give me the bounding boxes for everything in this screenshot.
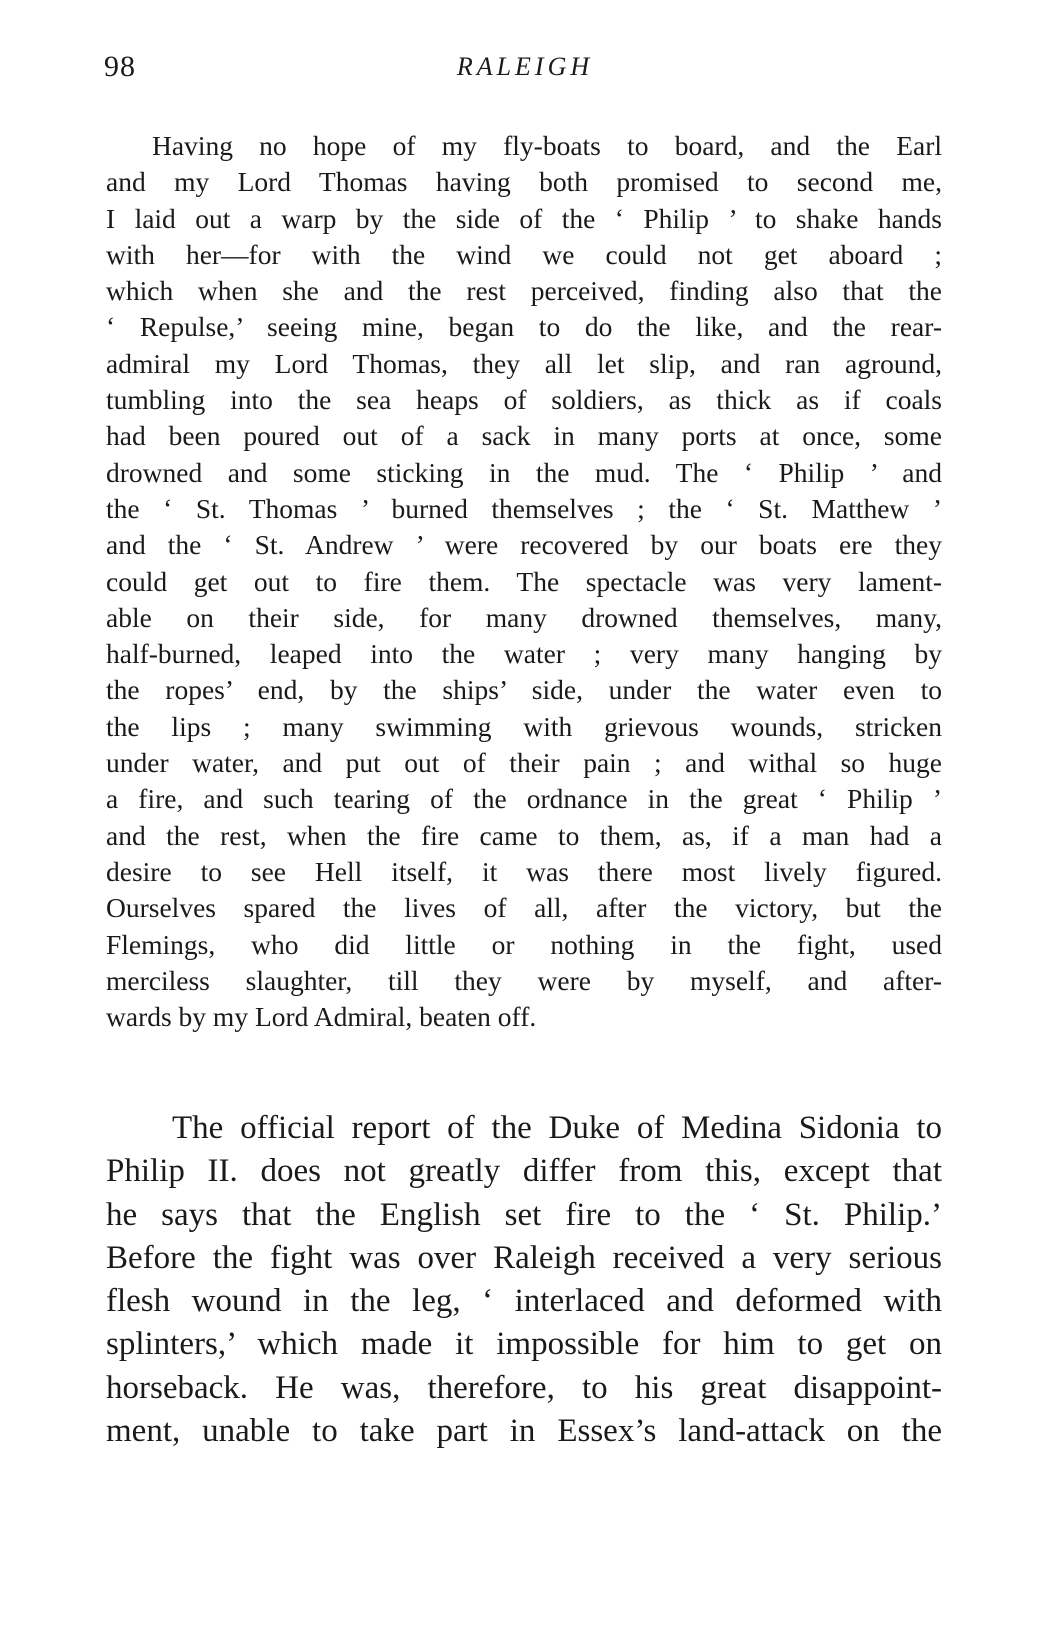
quote-line: a fire, and such tearing of the ordnance in the great ‘ Philip ’ — [106, 783, 942, 815]
quote-line: with her—for with the wind we could not get aboard ; — [106, 238, 942, 270]
quote-line: and the rest, when the fire came to them, as, if a man had a — [106, 819, 942, 851]
body-line: ment, unable to take part in Essex’s land-attack on the — [106, 1413, 942, 1450]
quote-line: under water, and put out of their pain ; and withal so huge — [106, 747, 942, 779]
quote-line: could get out to fire them. The spectacle was very lament- — [106, 565, 942, 597]
body-line: Before the fight was over Raleigh received a very serious — [106, 1239, 942, 1276]
body-line: splinters,’ which made it impossible for him to get on — [106, 1326, 942, 1363]
quote-line: desire to see Hell itself, it was there most lively figured. — [106, 855, 942, 887]
quote-line: Having no hope of my fly-boats to board, and the Earl — [152, 130, 942, 161]
page-number: 98 — [104, 50, 136, 83]
quote-line: and my Lord Thomas having both promised to second me, — [106, 166, 942, 198]
quote-line: admiral my Lord Thomas, they all let slip, and ran aground, — [106, 347, 942, 379]
quote-line: able on their side, for many drowned themselves, many, — [106, 601, 942, 633]
quote-line: the ropes’ end, by the ships’ side, under the water even to — [106, 674, 942, 706]
quote-line: which when she and the rest perceived, finding also that the — [106, 275, 942, 307]
quote-line: merciless slaughter, till they were by myself, and after- — [106, 964, 942, 996]
quote-line: the lips ; many swimming with grievous wounds, stricken — [106, 710, 942, 742]
running-title: RALEIGH — [456, 52, 594, 81]
body-line: flesh wound in the leg, ‘ interlaced and deformed with — [106, 1283, 942, 1320]
body-line: he says that the English set fire to the ‘ St. Philip.’ — [106, 1196, 942, 1233]
body-line: The official report of the Duke of Medina Sidonia to — [172, 1110, 942, 1146]
quote-line: I laid out a warp by the side of the ‘ Philip ’ to shake hands — [106, 202, 942, 234]
quote-line: ‘ Repulse,’ seeing mine, began to do the like, and the rear- — [106, 311, 942, 343]
quote-line: Ourselves spared the lives of all, after the victory, but the — [106, 892, 942, 924]
quote-line: tumbling into the sea heaps of soldiers, as thick as if coals — [106, 384, 942, 416]
quote-line: the ‘ St. Thomas ’ burned themselves ; the ‘ St. Matthew ’ — [106, 492, 942, 524]
body-line: horseback. He was, therefore, to his great disappoint- — [106, 1369, 942, 1406]
quote-line: drowned and some sticking in the mud. The ‘ Philip ’ and — [106, 456, 942, 488]
quote-line: and the ‘ St. Andrew ’ were recovered by our boats ere they — [106, 529, 942, 561]
quote-line: Flemings, who did little or nothing in the fight, used — [106, 928, 942, 960]
quoted-letter — [106, 128, 942, 1035]
body-paragraph — [106, 1107, 942, 1453]
quote-line: wards by my Lord Admiral, beaten off. — [106, 1001, 537, 1033]
quote-line: had been poured out of a sack in many ports at once, some — [106, 420, 942, 452]
quote-line: half-burned, leaped into the water ; very many hanging by — [106, 638, 942, 670]
body-line: Philip II. does not greatly differ from this, except that — [106, 1153, 942, 1190]
